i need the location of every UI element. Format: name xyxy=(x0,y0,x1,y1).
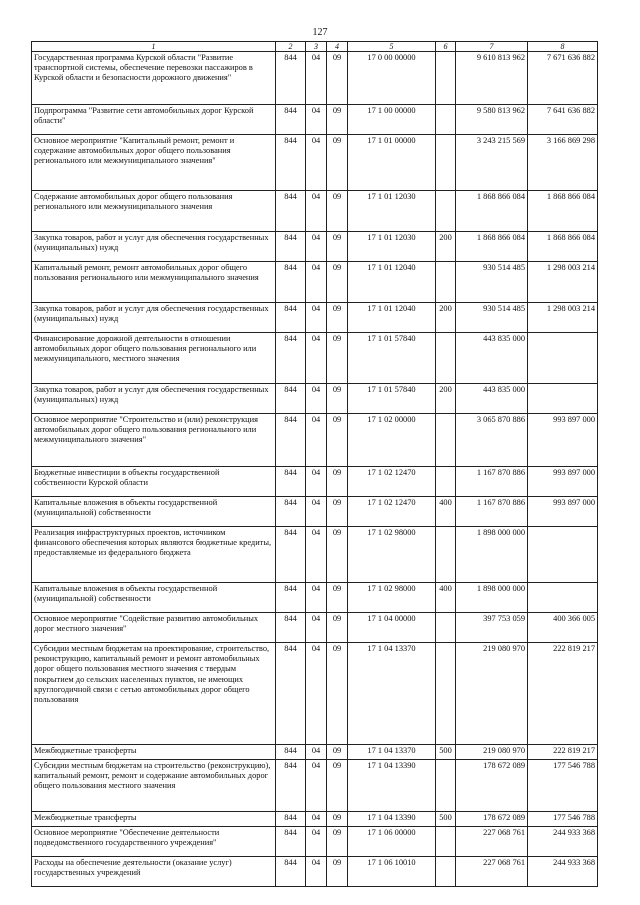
amount-year-1: 227 068 761 xyxy=(456,857,528,887)
target-article-code: 17 1 04 13390 xyxy=(348,760,436,812)
table-row xyxy=(32,812,598,827)
ministry-code: 844 xyxy=(276,333,306,384)
section-code: 04 xyxy=(306,232,327,262)
table-row xyxy=(32,262,598,303)
table-row xyxy=(32,527,598,583)
amount-year-1: 219 080 970 xyxy=(456,643,528,745)
ministry-code: 844 xyxy=(276,812,306,827)
section-code: 04 xyxy=(306,262,327,303)
ministry-code: 844 xyxy=(276,52,306,105)
ministry-code: 844 xyxy=(276,467,306,497)
section-code: 04 xyxy=(306,643,327,745)
amount-year-2: 244 933 368 xyxy=(528,857,598,887)
row-name: Капитальные вложения в объекты государственной (муниципальной) собственности xyxy=(32,583,276,613)
amount-year-1: 219 080 970 xyxy=(456,745,528,760)
section-code: 04 xyxy=(306,191,327,232)
target-article-code: 17 1 06 00000 xyxy=(348,827,436,857)
ministry-code: 844 xyxy=(276,760,306,812)
subsection-code: 09 xyxy=(327,414,348,467)
expense-type-code xyxy=(436,105,456,135)
ministry-code: 844 xyxy=(276,414,306,467)
column-header: 6 xyxy=(436,42,456,52)
table-row xyxy=(32,613,598,643)
amount-year-1: 930 514 485 xyxy=(456,303,528,333)
amount-year-2: 993 897 000 xyxy=(528,497,598,527)
table-row xyxy=(32,857,598,887)
amount-year-2 xyxy=(528,384,598,414)
row-name: Субсидии местным бюджетам на проектирование, строительство, реконструкцию, капитальный ремонт и ремонт автомобильных дорог общего пользования местного значения с твердым покрытием до сельских населенных пунктов, не имеющих круглогодичной связи с сетью автомобильных дорог общего пользования xyxy=(32,643,276,745)
subsection-code: 09 xyxy=(327,827,348,857)
expense-type-code: 400 xyxy=(436,497,456,527)
subsection-code: 09 xyxy=(327,467,348,497)
row-name: Основное мероприятие "Содействие развитию автомобильных дорог местного значения" xyxy=(32,613,276,643)
amount-year-2: 400 366 005 xyxy=(528,613,598,643)
expense-type-code xyxy=(436,643,456,745)
amount-year-2: 222 819 217 xyxy=(528,745,598,760)
amount-year-2: 1 868 866 084 xyxy=(528,191,598,232)
table-row xyxy=(32,333,598,384)
target-article-code: 17 1 02 12470 xyxy=(348,467,436,497)
amount-year-1: 1 167 870 886 xyxy=(456,467,528,497)
subsection-code: 09 xyxy=(327,643,348,745)
expense-type-code xyxy=(436,414,456,467)
table-row xyxy=(32,643,598,745)
target-article-code: 17 1 01 00000 xyxy=(348,135,436,191)
amount-year-1: 1 167 870 886 xyxy=(456,497,528,527)
row-name: Капитальный ремонт, ремонт автомобильных дорог общего пользования регионального или межмуниципального значения xyxy=(32,262,276,303)
amount-year-1: 3 243 215 569 xyxy=(456,135,528,191)
row-name: Реализация инфраструктурных проектов, источником финансового обеспечения которых являются бюджетные кредиты, предоставляемые из федерального бюджета xyxy=(32,527,276,583)
column-header: 2 xyxy=(276,42,306,52)
subsection-code: 09 xyxy=(327,105,348,135)
expense-type-code: 400 xyxy=(436,583,456,613)
amount-year-2: 1 298 003 214 xyxy=(528,303,598,333)
row-name: Основное мероприятие "Обеспечение деятельности подведомственного государственного учреждения" xyxy=(32,827,276,857)
section-code: 04 xyxy=(306,497,327,527)
subsection-code: 09 xyxy=(327,384,348,414)
ministry-code: 844 xyxy=(276,583,306,613)
table-row xyxy=(32,191,598,232)
subsection-code: 09 xyxy=(327,262,348,303)
target-article-code: 17 1 02 00000 xyxy=(348,414,436,467)
amount-year-2: 993 897 000 xyxy=(528,414,598,467)
section-code: 04 xyxy=(306,583,327,613)
subsection-code: 09 xyxy=(327,760,348,812)
section-code: 04 xyxy=(306,527,327,583)
subsection-code: 09 xyxy=(327,613,348,643)
column-number-row xyxy=(32,42,598,52)
expense-type-code: 200 xyxy=(436,384,456,414)
amount-year-1: 1 868 866 084 xyxy=(456,191,528,232)
subsection-code: 09 xyxy=(327,745,348,760)
expense-type-code xyxy=(436,613,456,643)
table-row xyxy=(32,467,598,497)
amount-year-1: 443 835 000 xyxy=(456,384,528,414)
table-row xyxy=(32,52,598,105)
expense-type-code: 500 xyxy=(436,812,456,827)
amount-year-2 xyxy=(528,583,598,613)
table-row xyxy=(32,105,598,135)
page-number: 127 xyxy=(312,27,328,38)
amount-year-2: 222 819 217 xyxy=(528,643,598,745)
expense-type-code xyxy=(436,467,456,497)
ministry-code: 844 xyxy=(276,857,306,887)
amount-year-1: 227 068 761 xyxy=(456,827,528,857)
row-name: Капитальные вложения в объекты государственной (муниципальной) собственности xyxy=(32,497,276,527)
ministry-code: 844 xyxy=(276,527,306,583)
table-row xyxy=(32,384,598,414)
column-header: 7 xyxy=(456,42,528,52)
target-article-code: 17 1 04 13370 xyxy=(348,745,436,760)
target-article-code: 17 1 04 13370 xyxy=(348,643,436,745)
target-article-code: 17 1 02 98000 xyxy=(348,527,436,583)
amount-year-2: 7 671 636 882 xyxy=(528,52,598,105)
amount-year-2: 1 868 866 084 xyxy=(528,232,598,262)
ministry-code: 844 xyxy=(276,191,306,232)
section-code: 04 xyxy=(306,135,327,191)
target-article-code: 17 1 01 57840 xyxy=(348,384,436,414)
expense-type-code: 500 xyxy=(436,745,456,760)
subsection-code: 09 xyxy=(327,583,348,613)
column-header: 1 xyxy=(32,42,276,52)
target-article-code: 17 1 04 13390 xyxy=(348,812,436,827)
amount-year-1: 3 065 870 886 xyxy=(456,414,528,467)
table-row xyxy=(32,827,598,857)
amount-year-2 xyxy=(528,333,598,384)
subsection-code: 09 xyxy=(327,333,348,384)
amount-year-2: 244 933 368 xyxy=(528,827,598,857)
amount-year-2: 7 641 636 882 xyxy=(528,105,598,135)
target-article-code: 17 1 02 98000 xyxy=(348,583,436,613)
ministry-code: 844 xyxy=(276,303,306,333)
row-name: Расходы на обеспечение деятельности (оказание услуг) государственных учреждений xyxy=(32,857,276,887)
section-code: 04 xyxy=(306,827,327,857)
column-header: 4 xyxy=(327,42,348,52)
subsection-code: 09 xyxy=(327,135,348,191)
target-article-code: 17 1 00 00000 xyxy=(348,105,436,135)
row-name: Подпрограмма "Развитие сети автомобильных дорог Курской области" xyxy=(32,105,276,135)
ministry-code: 844 xyxy=(276,384,306,414)
target-article-code: 17 1 01 12030 xyxy=(348,191,436,232)
ministry-code: 844 xyxy=(276,745,306,760)
subsection-code: 09 xyxy=(327,527,348,583)
amount-year-1: 443 835 000 xyxy=(456,333,528,384)
subsection-code: 09 xyxy=(327,303,348,333)
expense-type-code: 200 xyxy=(436,303,456,333)
ministry-code: 844 xyxy=(276,262,306,303)
subsection-code: 09 xyxy=(327,497,348,527)
amount-year-2: 993 897 000 xyxy=(528,467,598,497)
row-name: Бюджетные инвестиции в объекты государственной собственности Курской области xyxy=(32,467,276,497)
table-row xyxy=(32,745,598,760)
amount-year-2: 1 298 003 214 xyxy=(528,262,598,303)
table-row xyxy=(32,303,598,333)
target-article-code: 17 0 00 00000 xyxy=(348,52,436,105)
amount-year-2: 177 546 788 xyxy=(528,760,598,812)
column-header: 8 xyxy=(528,42,598,52)
section-code: 04 xyxy=(306,760,327,812)
section-code: 04 xyxy=(306,857,327,887)
amount-year-1: 1 898 000 000 xyxy=(456,527,528,583)
section-code: 04 xyxy=(306,812,327,827)
amount-year-1: 1 898 000 000 xyxy=(456,583,528,613)
row-name: Субсидии местным бюджетам на строительство (реконструкцию), капитальный ремонт, ремонт и содержание автомобильных дорог общего пользования местного значения xyxy=(32,760,276,812)
section-code: 04 xyxy=(306,613,327,643)
target-article-code: 17 1 06 10010 xyxy=(348,857,436,887)
row-name: Финансирование дорожной деятельности в отношении автомобильных дорог общего пользования регионального или межмуниципального, местного значения xyxy=(32,333,276,384)
target-article-code: 17 1 04 00000 xyxy=(348,613,436,643)
expense-type-code xyxy=(436,52,456,105)
subsection-code: 09 xyxy=(327,857,348,887)
table-row xyxy=(32,232,598,262)
amount-year-1: 1 868 866 084 xyxy=(456,232,528,262)
expense-type-code xyxy=(436,191,456,232)
expense-type-code xyxy=(436,857,456,887)
amount-year-1: 178 672 089 xyxy=(456,812,528,827)
row-name: Межбюджетные трансферты xyxy=(32,812,276,827)
table-row xyxy=(32,497,598,527)
target-article-code: 17 1 01 57840 xyxy=(348,333,436,384)
target-article-code: 17 1 01 12040 xyxy=(348,262,436,303)
row-name: Закупка товаров, работ и услуг для обеспечения государственных (муниципальных) нужд xyxy=(32,384,276,414)
row-name: Содержание автомобильных дорог общего пользования регионального или межмуниципального значения xyxy=(32,191,276,232)
expense-type-code xyxy=(436,262,456,303)
table-row xyxy=(32,760,598,812)
ministry-code: 844 xyxy=(276,643,306,745)
subsection-code: 09 xyxy=(327,52,348,105)
ministry-code: 844 xyxy=(276,613,306,643)
amount-year-1: 178 672 089 xyxy=(456,760,528,812)
amount-year-1: 930 514 485 xyxy=(456,262,528,303)
section-code: 04 xyxy=(306,384,327,414)
table-row xyxy=(32,583,598,613)
amount-year-1: 9 610 813 962 xyxy=(456,52,528,105)
ministry-code: 844 xyxy=(276,135,306,191)
row-name: Закупка товаров, работ и услуг для обеспечения государственных (муниципальных) нужд xyxy=(32,232,276,262)
ministry-code: 844 xyxy=(276,232,306,262)
section-code: 04 xyxy=(306,414,327,467)
table-row xyxy=(32,135,598,191)
column-header: 5 xyxy=(348,42,436,52)
budget-table xyxy=(31,41,598,887)
row-name: Основное мероприятие "Капитальный ремонт, ремонт и содержание автомобильных дорог общего пользования регионального или межмуниципального значения" xyxy=(32,135,276,191)
table-row xyxy=(32,414,598,467)
amount-year-2: 177 546 788 xyxy=(528,812,598,827)
amount-year-1: 9 580 813 962 xyxy=(456,105,528,135)
row-name: Закупка товаров, работ и услуг для обеспечения государственных (муниципальных) нужд xyxy=(32,303,276,333)
target-article-code: 17 1 01 12040 xyxy=(348,303,436,333)
expense-type-code xyxy=(436,760,456,812)
expense-type-code xyxy=(436,333,456,384)
ministry-code: 844 xyxy=(276,497,306,527)
subsection-code: 09 xyxy=(327,812,348,827)
row-name: Межбюджетные трансферты xyxy=(32,745,276,760)
expense-type-code xyxy=(436,135,456,191)
section-code: 04 xyxy=(306,303,327,333)
section-code: 04 xyxy=(306,333,327,384)
expense-type-code: 200 xyxy=(436,232,456,262)
section-code: 04 xyxy=(306,52,327,105)
subsection-code: 09 xyxy=(327,232,348,262)
section-code: 04 xyxy=(306,745,327,760)
expense-type-code xyxy=(436,527,456,583)
amount-year-2 xyxy=(528,527,598,583)
expense-type-code xyxy=(436,827,456,857)
target-article-code: 17 1 01 12030 xyxy=(348,232,436,262)
target-article-code: 17 1 02 12470 xyxy=(348,497,436,527)
ministry-code: 844 xyxy=(276,105,306,135)
amount-year-1: 397 753 059 xyxy=(456,613,528,643)
row-name: Государственная программа Курской области "Развитие транспортной системы, обеспечение перевозки пассажиров в Курской области и безопасности дорожного движения" xyxy=(32,52,276,105)
row-name: Основное мероприятие "Строительство и (или) реконструкция автомобильных дорог общего пользования регионального или межмуниципального значения" xyxy=(32,414,276,467)
section-code: 04 xyxy=(306,467,327,497)
subsection-code: 09 xyxy=(327,191,348,232)
amount-year-2: 3 166 869 298 xyxy=(528,135,598,191)
column-header: 3 xyxy=(306,42,327,52)
ministry-code: 844 xyxy=(276,827,306,857)
section-code: 04 xyxy=(306,105,327,135)
